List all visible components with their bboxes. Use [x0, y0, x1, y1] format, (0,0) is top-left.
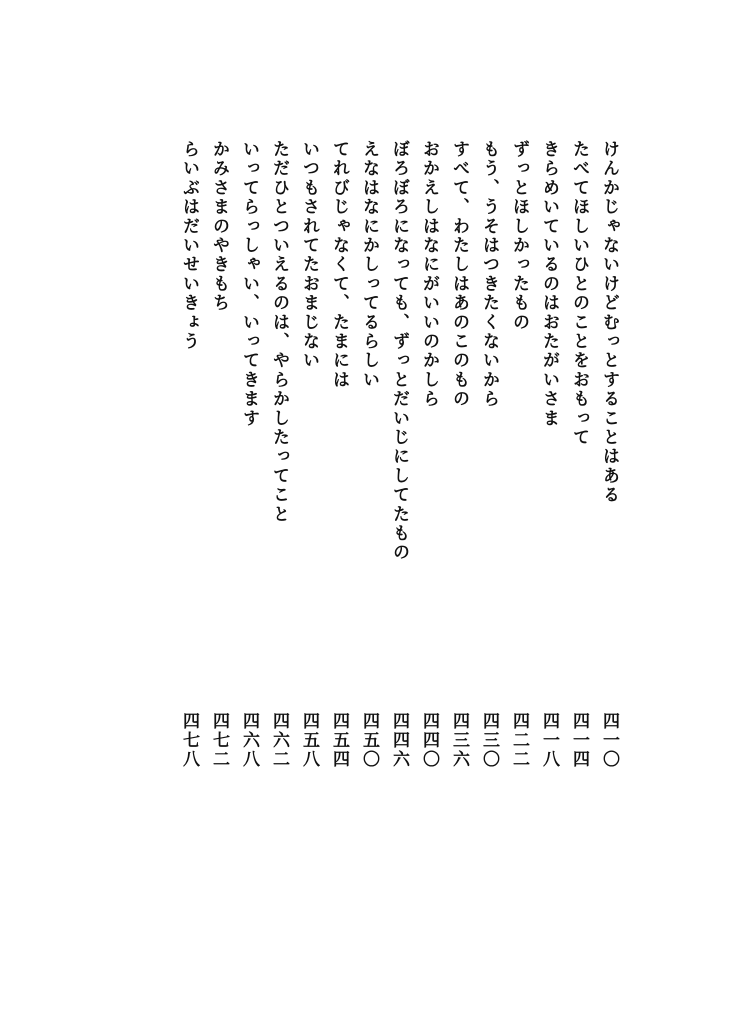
toc-entry-title: いってらっしゃい、いってきます [239, 140, 259, 428]
toc-entry-page: 四一八 [539, 712, 559, 769]
toc-entry-page: 四三〇 [479, 712, 499, 769]
toc-entry-title: てれびじゃなくて、たまには [329, 140, 349, 390]
toc-entry-title: かみさまのやきもち [209, 140, 229, 313]
toc-entry-page: 四五四 [329, 712, 349, 769]
toc-entry-title: えなはなにかしってるらしい [359, 140, 379, 390]
toc-entry-title: ただひとついえるのは、やらかしたってこと [269, 140, 289, 524]
toc-entry-page: 四六二 [269, 712, 289, 769]
toc-entry-page: 四四〇 [419, 712, 439, 769]
toc-entry-title: ずっとほしかったもの [509, 140, 529, 332]
toc-entry-page: 四七八 [179, 712, 199, 769]
toc-entry-page: 四一四 [569, 712, 589, 769]
toc-entry-title: ぼろぼろになっても、ずっとだいじにしてたもの [389, 140, 409, 563]
toc-entry-title: たべてほしいひとのことをおもって [569, 140, 589, 448]
toc-entry-page: 四五八 [299, 712, 319, 769]
toc-entry-title: すべて、わたしはあのこのもの [449, 140, 469, 409]
toc-entry-page: 四二二 [509, 712, 529, 769]
toc-entry-page: 四三六 [449, 712, 469, 769]
toc-entry-title: らいぶはだいせいきょう [179, 140, 199, 352]
toc-entry-page: 四一〇 [599, 712, 619, 769]
toc-entry-page: 四五〇 [359, 712, 379, 769]
toc-entry-title: けんかじゃないけどむっとすることはある [599, 140, 619, 505]
toc-entry-page: 四四六 [389, 712, 409, 769]
toc-entry-page: 四七二 [209, 712, 229, 769]
toc-entry-title: おかえしはなにがいいのかしら [419, 140, 439, 409]
toc-entry-title: きらめいているのはおたがいさま [539, 140, 559, 428]
toc-entry-title: いつもされてたおまじない [299, 140, 319, 371]
toc-entry-page: 四六八 [239, 712, 259, 769]
toc-entry-title: もう、うそはつきたくないから [479, 140, 499, 409]
